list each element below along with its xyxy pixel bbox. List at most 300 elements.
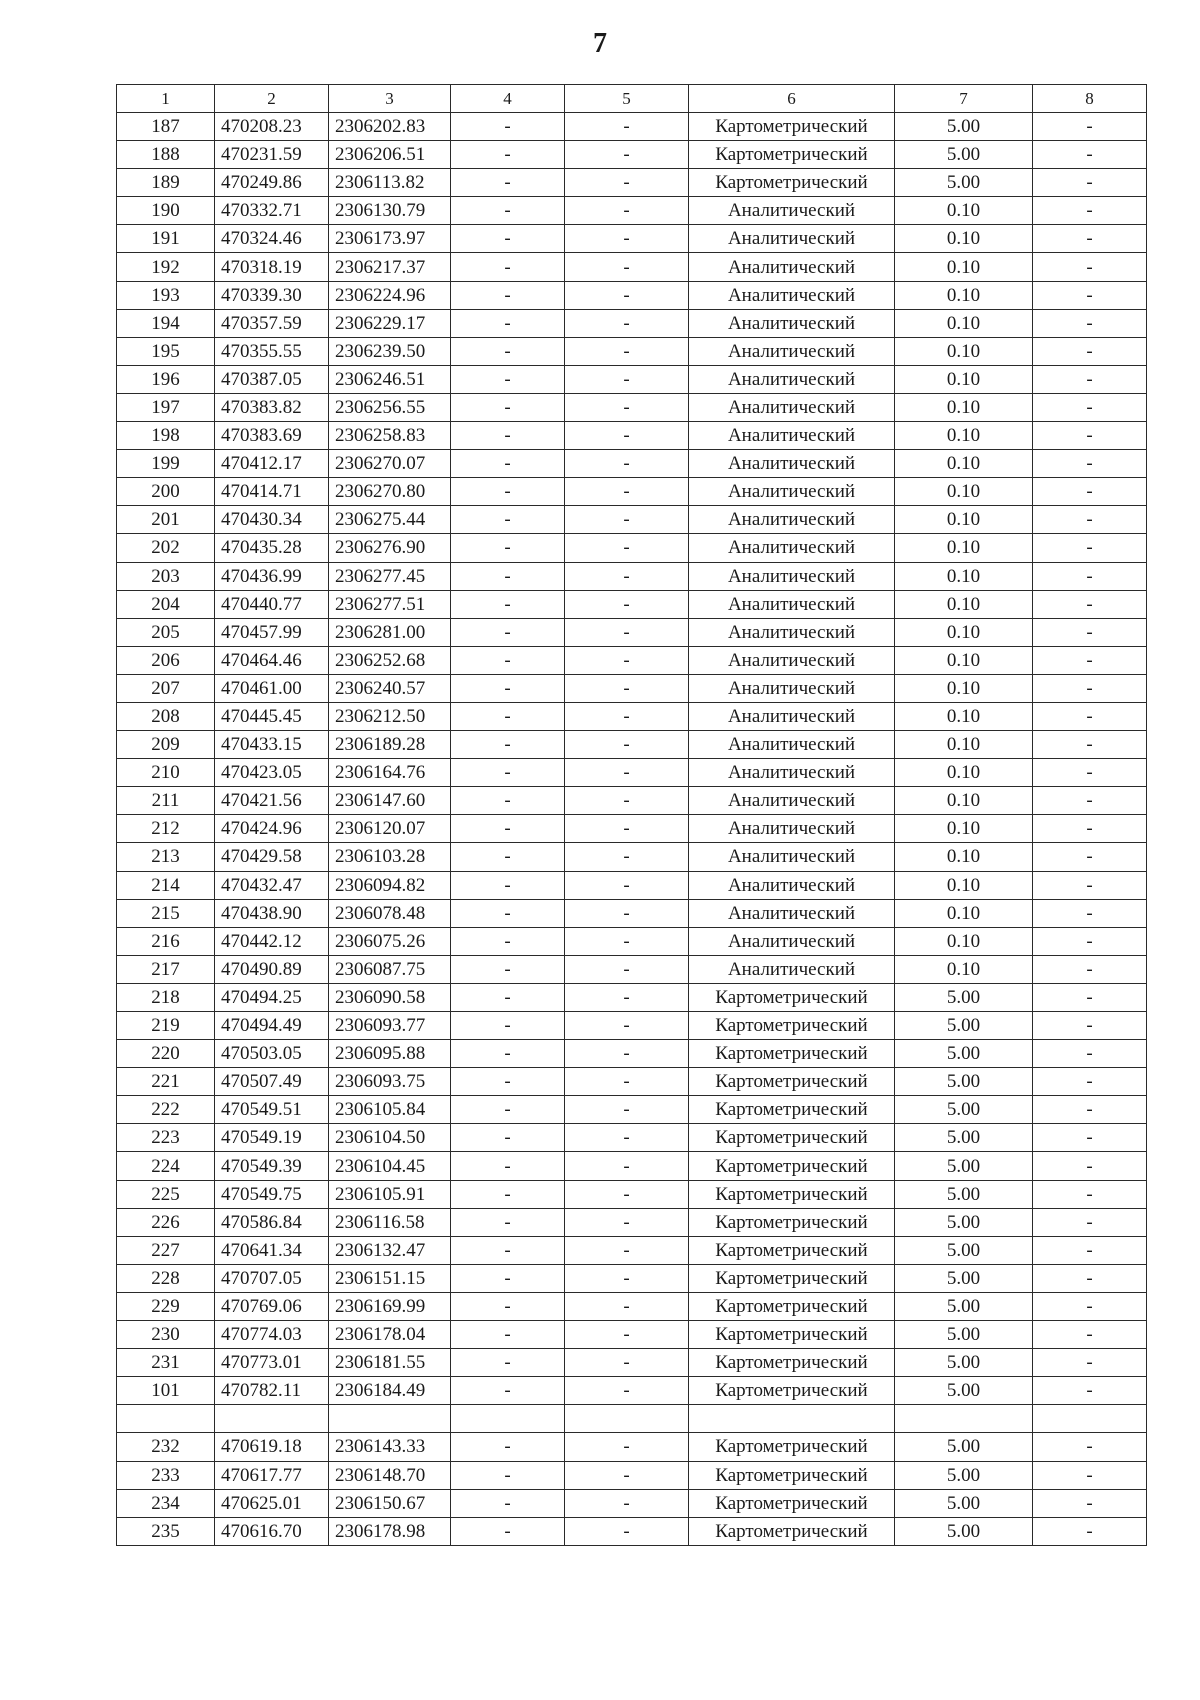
cell-col-4: -	[451, 1236, 565, 1264]
cell-col-5: -	[565, 899, 689, 927]
cell-y-coordinate: 2306143.33	[329, 1433, 451, 1461]
cell-col-8: -	[1033, 309, 1147, 337]
cell-col-8: -	[1033, 197, 1147, 225]
column-header-8: 8	[1033, 85, 1147, 113]
cell-method: Аналитический	[689, 197, 895, 225]
table-row	[117, 337, 1147, 365]
cell-method: Аналитический	[689, 534, 895, 562]
cell-col-5: -	[565, 422, 689, 450]
cell-col-4: -	[451, 1433, 565, 1461]
cell-x-coordinate: 470774.03	[215, 1321, 329, 1349]
table-row	[117, 1433, 1147, 1461]
cell-y-coordinate: 2306132.47	[329, 1236, 451, 1264]
table-row	[117, 1096, 1147, 1124]
cell-accuracy: 5.00	[895, 1489, 1033, 1517]
cell-x-coordinate: 470707.05	[215, 1264, 329, 1292]
cell-y-coordinate: 2306181.55	[329, 1349, 451, 1377]
cell-y-coordinate: 2306178.04	[329, 1321, 451, 1349]
cell-col-5: -	[565, 337, 689, 365]
cell-x-coordinate: 470357.59	[215, 309, 329, 337]
cell-col-4: -	[451, 731, 565, 759]
cell-method: Картометрический	[689, 1321, 895, 1349]
cell-method: Аналитический	[689, 337, 895, 365]
cell-point-number: 220	[117, 1040, 215, 1068]
cell-x-coordinate: 470549.39	[215, 1152, 329, 1180]
cell-col-4: -	[451, 337, 565, 365]
table-row	[117, 1068, 1147, 1096]
cell-y-coordinate: 2306212.50	[329, 702, 451, 730]
cell-x-coordinate: 470339.30	[215, 281, 329, 309]
cell-col-5: -	[565, 983, 689, 1011]
cell-col-5: -	[565, 674, 689, 702]
cell-y-coordinate: 2306093.75	[329, 1068, 451, 1096]
column-header-4: 4	[451, 85, 565, 113]
cell-accuracy: 0.10	[895, 590, 1033, 618]
cell-accuracy: 5.00	[895, 1040, 1033, 1068]
cell-col-5: -	[565, 478, 689, 506]
cell-y-coordinate: 2306217.37	[329, 253, 451, 281]
cell-accuracy: 0.10	[895, 843, 1033, 871]
cell-col-4: -	[451, 674, 565, 702]
cell-point-number: 213	[117, 843, 215, 871]
cell-col-5: -	[565, 113, 689, 141]
cell-col-5: -	[565, 1517, 689, 1545]
cell-x-coordinate: 470549.51	[215, 1096, 329, 1124]
cell-col-8: -	[1033, 759, 1147, 787]
cell-x-coordinate: 470424.96	[215, 815, 329, 843]
cell-method: Картометрический	[689, 1068, 895, 1096]
cell-col-4: -	[451, 815, 565, 843]
cell-col-4: -	[451, 1292, 565, 1320]
cell-col-8: -	[1033, 225, 1147, 253]
cell-col-8: -	[1033, 618, 1147, 646]
cell-col-8: -	[1033, 534, 1147, 562]
cell-col-5: -	[565, 393, 689, 421]
cell-method: Картометрический	[689, 1124, 895, 1152]
cell-point-number: 197	[117, 393, 215, 421]
cell-method: Аналитический	[689, 562, 895, 590]
cell-point-number: 209	[117, 731, 215, 759]
cell-col-5: -	[565, 506, 689, 534]
cell-col-4: -	[451, 927, 565, 955]
cell-accuracy: 5.00	[895, 1461, 1033, 1489]
cell-accuracy: 5.00	[895, 1264, 1033, 1292]
cell-accuracy: 5.00	[895, 1349, 1033, 1377]
cell-y-coordinate	[329, 1405, 451, 1433]
cell-method: Аналитический	[689, 759, 895, 787]
cell-col-8: -	[1033, 1264, 1147, 1292]
table-row	[117, 1040, 1147, 1068]
cell-col-5: -	[565, 843, 689, 871]
cell-col-4: -	[451, 197, 565, 225]
cell-col-8: -	[1033, 281, 1147, 309]
table-row	[117, 590, 1147, 618]
cell-col-4: -	[451, 169, 565, 197]
cell-point-number: 203	[117, 562, 215, 590]
cell-col-8: -	[1033, 1292, 1147, 1320]
cell-y-coordinate: 2306169.99	[329, 1292, 451, 1320]
cell-col-8: -	[1033, 562, 1147, 590]
cell-col-5: -	[565, 871, 689, 899]
cell-x-coordinate: 470442.12	[215, 927, 329, 955]
cell-point-number: 233	[117, 1461, 215, 1489]
cell-y-coordinate: 2306130.79	[329, 197, 451, 225]
cell-x-coordinate: 470625.01	[215, 1489, 329, 1517]
cell-y-coordinate: 2306105.84	[329, 1096, 451, 1124]
cell-col-4: -	[451, 1517, 565, 1545]
cell-y-coordinate: 2306258.83	[329, 422, 451, 450]
cell-method: Картометрический	[689, 983, 895, 1011]
cell-y-coordinate: 2306078.48	[329, 899, 451, 927]
cell-col-4: -	[451, 506, 565, 534]
cell-x-coordinate: 470617.77	[215, 1461, 329, 1489]
cell-accuracy: 0.10	[895, 787, 1033, 815]
cell-y-coordinate: 2306277.51	[329, 590, 451, 618]
cell-point-number: 101	[117, 1377, 215, 1405]
column-header-5: 5	[565, 85, 689, 113]
cell-accuracy: 5.00	[895, 169, 1033, 197]
cell-col-8: -	[1033, 393, 1147, 421]
cell-col-5: -	[565, 169, 689, 197]
table-row	[117, 674, 1147, 702]
cell-col-5: -	[565, 253, 689, 281]
cell-method: Аналитический	[689, 281, 895, 309]
cell-col-8: -	[1033, 506, 1147, 534]
page-number: 7	[593, 28, 607, 59]
cell-y-coordinate: 2306090.58	[329, 983, 451, 1011]
cell-point-number: 226	[117, 1208, 215, 1236]
column-header-2: 2	[215, 85, 329, 113]
cell-col-5: -	[565, 1349, 689, 1377]
cell-point-number: 208	[117, 702, 215, 730]
cell-point-number: 195	[117, 337, 215, 365]
cell-col-4: -	[451, 1124, 565, 1152]
cell-accuracy: 0.10	[895, 422, 1033, 450]
cell-x-coordinate: 470619.18	[215, 1433, 329, 1461]
cell-y-coordinate: 2306189.28	[329, 731, 451, 759]
cell-col-8: -	[1033, 1349, 1147, 1377]
cell-point-number: 235	[117, 1517, 215, 1545]
cell-y-coordinate: 2306240.57	[329, 674, 451, 702]
cell-y-coordinate: 2306164.76	[329, 759, 451, 787]
cell-col-5: -	[565, 1264, 689, 1292]
cell-col-5: -	[565, 309, 689, 337]
cell-col-4: -	[451, 646, 565, 674]
cell-method: Аналитический	[689, 309, 895, 337]
cell-col-5: -	[565, 1040, 689, 1068]
cell-col-8: -	[1033, 1461, 1147, 1489]
cell-x-coordinate: 470464.46	[215, 646, 329, 674]
table-row	[117, 534, 1147, 562]
cell-point-number: 193	[117, 281, 215, 309]
cell-col-8: -	[1033, 478, 1147, 506]
cell-col-4: -	[451, 141, 565, 169]
table-row	[117, 1377, 1147, 1405]
cell-y-coordinate: 2306206.51	[329, 141, 451, 169]
table-row	[117, 478, 1147, 506]
cell-method: Аналитический	[689, 225, 895, 253]
cell-accuracy: 0.10	[895, 450, 1033, 478]
cell-x-coordinate: 470412.17	[215, 450, 329, 478]
table-row	[117, 253, 1147, 281]
table-row	[117, 113, 1147, 141]
cell-col-8: -	[1033, 1040, 1147, 1068]
cell-col-5: -	[565, 1236, 689, 1264]
cell-accuracy: 5.00	[895, 141, 1033, 169]
cell-col-5: -	[565, 1433, 689, 1461]
cell-col-4: -	[451, 1068, 565, 1096]
cell-y-coordinate: 2306173.97	[329, 225, 451, 253]
cell-point-number: 223	[117, 1124, 215, 1152]
cell-point-number: 196	[117, 365, 215, 393]
cell-x-coordinate: 470616.70	[215, 1517, 329, 1545]
cell-col-8: -	[1033, 787, 1147, 815]
cell-col-8: -	[1033, 1321, 1147, 1349]
cell-col-5: -	[565, 225, 689, 253]
cell-accuracy: 0.10	[895, 393, 1033, 421]
cell-method: Аналитический	[689, 506, 895, 534]
cell-point-number: 192	[117, 253, 215, 281]
cell-point-number: 202	[117, 534, 215, 562]
cell-point-number: 206	[117, 646, 215, 674]
cell-x-coordinate: 470494.25	[215, 983, 329, 1011]
cell-point-number: 227	[117, 1236, 215, 1264]
cell-col-5: -	[565, 281, 689, 309]
column-header-1: 1	[117, 85, 215, 113]
cell-point-number: 190	[117, 197, 215, 225]
cell-col-4: -	[451, 365, 565, 393]
cell-point-number	[117, 1405, 215, 1433]
cell-y-coordinate: 2306224.96	[329, 281, 451, 309]
cell-col-5: -	[565, 787, 689, 815]
cell-y-coordinate: 2306116.58	[329, 1208, 451, 1236]
cell-col-8: -	[1033, 1096, 1147, 1124]
cell-col-8: -	[1033, 927, 1147, 955]
cell-y-coordinate: 2306104.45	[329, 1152, 451, 1180]
table-row	[117, 955, 1147, 983]
cell-method: Картометрический	[689, 169, 895, 197]
cell-col-5: -	[565, 590, 689, 618]
cell-accuracy: 5.00	[895, 1152, 1033, 1180]
cell-y-coordinate: 2306277.45	[329, 562, 451, 590]
cell-col-5: -	[565, 815, 689, 843]
cell-col-5: -	[565, 1096, 689, 1124]
cell-x-coordinate: 470641.34	[215, 1236, 329, 1264]
cell-point-number: 207	[117, 674, 215, 702]
cell-col-5: -	[565, 1208, 689, 1236]
cell-x-coordinate: 470503.05	[215, 1040, 329, 1068]
cell-x-coordinate: 470782.11	[215, 1377, 329, 1405]
cell-col-8	[1033, 1405, 1147, 1433]
cell-x-coordinate: 470318.19	[215, 253, 329, 281]
table-row	[117, 365, 1147, 393]
cell-col-8: -	[1033, 731, 1147, 759]
cell-col-8: -	[1033, 1236, 1147, 1264]
cell-accuracy: 5.00	[895, 1068, 1033, 1096]
cell-col-8: -	[1033, 646, 1147, 674]
table-row	[117, 1012, 1147, 1040]
cell-method: Картометрический	[689, 141, 895, 169]
cell-accuracy: 0.10	[895, 815, 1033, 843]
cell-col-8: -	[1033, 843, 1147, 871]
table-row	[117, 1292, 1147, 1320]
cell-col-4: -	[451, 1152, 565, 1180]
cell-col-5	[565, 1405, 689, 1433]
cell-col-5: -	[565, 1180, 689, 1208]
cell-y-coordinate: 2306281.00	[329, 618, 451, 646]
cell-accuracy: 0.10	[895, 309, 1033, 337]
cell-y-coordinate: 2306276.90	[329, 534, 451, 562]
cell-method: Аналитический	[689, 702, 895, 730]
cell-col-8: -	[1033, 1152, 1147, 1180]
cell-method: Аналитический	[689, 478, 895, 506]
cell-method: Картометрический	[689, 113, 895, 141]
cell-point-number: 230	[117, 1321, 215, 1349]
table-row	[117, 141, 1147, 169]
cell-x-coordinate: 470490.89	[215, 955, 329, 983]
table-row	[117, 1124, 1147, 1152]
cell-method: Аналитический	[689, 450, 895, 478]
cell-method: Аналитический	[689, 927, 895, 955]
cell-col-5: -	[565, 731, 689, 759]
table-row	[117, 815, 1147, 843]
cell-point-number: 199	[117, 450, 215, 478]
cell-y-coordinate: 2306104.50	[329, 1124, 451, 1152]
cell-col-4: -	[451, 1461, 565, 1489]
cell-col-5: -	[565, 1321, 689, 1349]
cell-method: Картометрический	[689, 1012, 895, 1040]
cell-y-coordinate: 2306113.82	[329, 169, 451, 197]
cell-point-number: 215	[117, 899, 215, 927]
cell-col-4: -	[451, 113, 565, 141]
cell-x-coordinate: 470355.55	[215, 337, 329, 365]
cell-col-8: -	[1033, 1489, 1147, 1517]
cell-method: Картометрический	[689, 1152, 895, 1180]
cell-accuracy: 5.00	[895, 1377, 1033, 1405]
cell-accuracy: 0.10	[895, 365, 1033, 393]
cell-method	[689, 1405, 895, 1433]
cell-accuracy: 5.00	[895, 1012, 1033, 1040]
cell-y-coordinate: 2306239.50	[329, 337, 451, 365]
cell-point-number: 198	[117, 422, 215, 450]
table-row	[117, 1152, 1147, 1180]
cell-accuracy: 0.10	[895, 478, 1033, 506]
cell-y-coordinate: 2306120.07	[329, 815, 451, 843]
cell-accuracy: 5.00	[895, 1517, 1033, 1545]
cell-point-number: 201	[117, 506, 215, 534]
cell-method: Аналитический	[689, 365, 895, 393]
table-row	[117, 450, 1147, 478]
table-row	[117, 1321, 1147, 1349]
cell-col-5: -	[565, 702, 689, 730]
cell-accuracy: 0.10	[895, 955, 1033, 983]
cell-col-8: -	[1033, 1068, 1147, 1096]
table-row	[117, 1405, 1147, 1433]
cell-point-number: 210	[117, 759, 215, 787]
cell-col-4: -	[451, 253, 565, 281]
cell-col-8: -	[1033, 590, 1147, 618]
cell-x-coordinate: 470383.69	[215, 422, 329, 450]
cell-method: Картометрический	[689, 1208, 895, 1236]
cell-col-8: -	[1033, 169, 1147, 197]
cell-method: Картометрический	[689, 1096, 895, 1124]
cell-accuracy: 5.00	[895, 1321, 1033, 1349]
cell-point-number: 205	[117, 618, 215, 646]
cell-y-coordinate: 2306087.75	[329, 955, 451, 983]
cell-point-number: 216	[117, 927, 215, 955]
cell-method: Аналитический	[689, 393, 895, 421]
cell-method: Аналитический	[689, 253, 895, 281]
cell-col-8: -	[1033, 983, 1147, 1011]
cell-accuracy: 0.10	[895, 281, 1033, 309]
cell-y-coordinate: 2306148.70	[329, 1461, 451, 1489]
cell-accuracy: 5.00	[895, 1433, 1033, 1461]
cell-col-4: -	[451, 309, 565, 337]
cell-y-coordinate: 2306246.51	[329, 365, 451, 393]
cell-x-coordinate: 470432.47	[215, 871, 329, 899]
cell-col-5: -	[565, 562, 689, 590]
cell-y-coordinate: 2306105.91	[329, 1180, 451, 1208]
cell-accuracy: 0.10	[895, 562, 1033, 590]
cell-accuracy: 5.00	[895, 1124, 1033, 1152]
table-row	[117, 731, 1147, 759]
cell-point-number: 228	[117, 1264, 215, 1292]
cell-method: Аналитический	[689, 618, 895, 646]
cell-col-4: -	[451, 787, 565, 815]
cell-col-4: -	[451, 759, 565, 787]
cell-col-8: -	[1033, 1012, 1147, 1040]
cell-accuracy: 0.10	[895, 674, 1033, 702]
cell-point-number: 200	[117, 478, 215, 506]
cell-col-4: -	[451, 225, 565, 253]
cell-col-5: -	[565, 1012, 689, 1040]
cell-col-5: -	[565, 365, 689, 393]
cell-y-coordinate: 2306202.83	[329, 113, 451, 141]
cell-x-coordinate: 470423.05	[215, 759, 329, 787]
cell-method: Картометрический	[689, 1517, 895, 1545]
cell-accuracy: 0.10	[895, 899, 1033, 927]
table-row	[117, 309, 1147, 337]
cell-col-4: -	[451, 1180, 565, 1208]
cell-y-coordinate: 2306147.60	[329, 787, 451, 815]
cell-y-coordinate: 2306093.77	[329, 1012, 451, 1040]
cell-y-coordinate: 2306275.44	[329, 506, 451, 534]
table-row	[117, 1517, 1147, 1545]
table-row	[117, 1264, 1147, 1292]
cell-x-coordinate: 470549.75	[215, 1180, 329, 1208]
cell-col-5: -	[565, 927, 689, 955]
cell-point-number: 225	[117, 1180, 215, 1208]
cell-col-4: -	[451, 618, 565, 646]
cell-method: Аналитический	[689, 843, 895, 871]
cell-col-4: -	[451, 702, 565, 730]
table-row	[117, 1180, 1147, 1208]
cell-x-coordinate: 470440.77	[215, 590, 329, 618]
cell-y-coordinate: 2306184.49	[329, 1377, 451, 1405]
cell-col-8: -	[1033, 674, 1147, 702]
table-row	[117, 983, 1147, 1011]
cell-accuracy: 0.10	[895, 618, 1033, 646]
cell-col-8: -	[1033, 113, 1147, 141]
cell-accuracy: 5.00	[895, 983, 1033, 1011]
cell-x-coordinate: 470231.59	[215, 141, 329, 169]
table-header-row	[117, 85, 1147, 113]
cell-x-coordinate: 470769.06	[215, 1292, 329, 1320]
cell-accuracy	[895, 1405, 1033, 1433]
cell-col-8: -	[1033, 1124, 1147, 1152]
cell-col-8: -	[1033, 871, 1147, 899]
cell-point-number: 222	[117, 1096, 215, 1124]
